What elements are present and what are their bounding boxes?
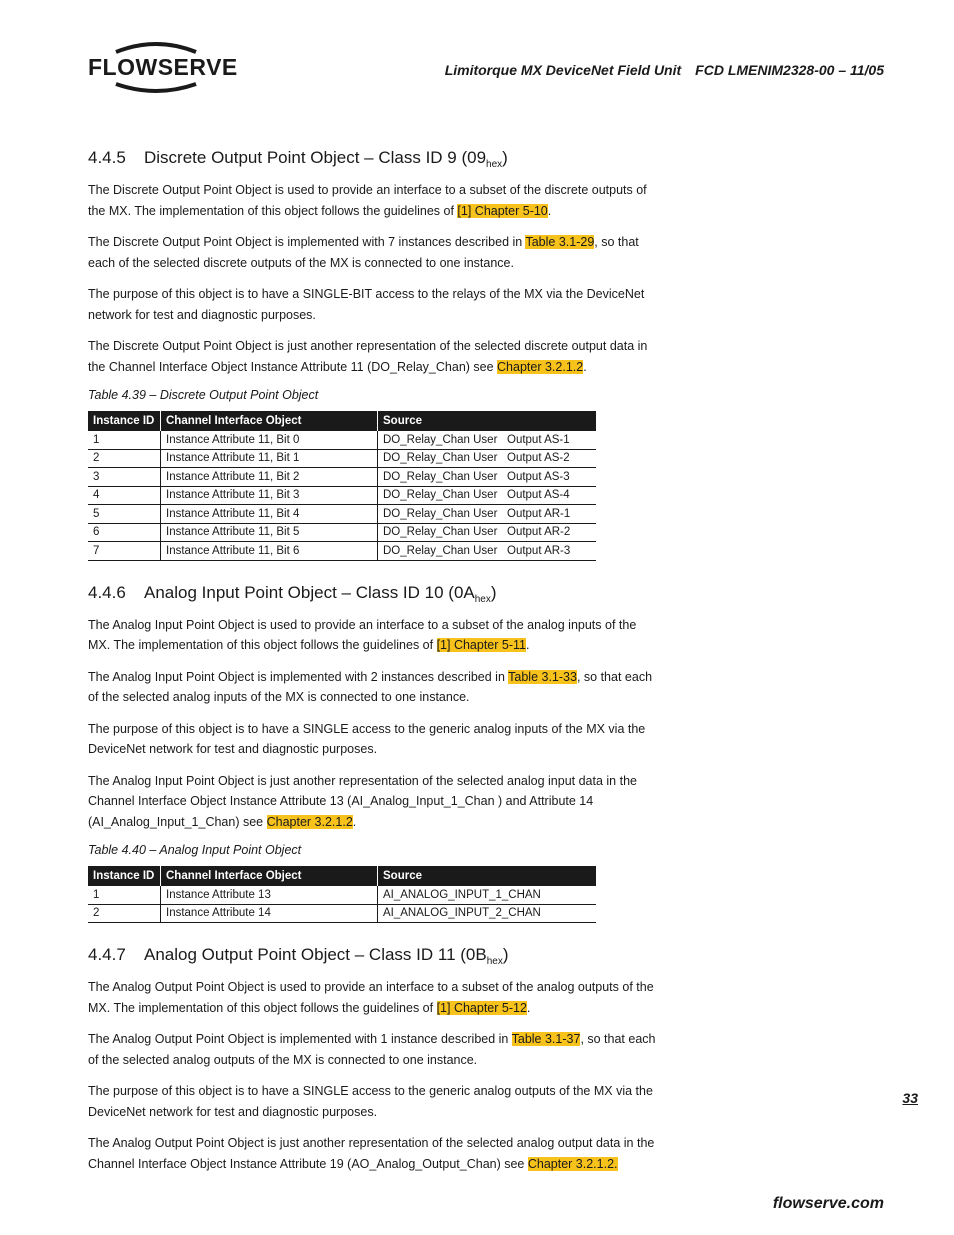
table-header-row (88, 411, 596, 431)
table-cell: DO_Relay_Chan User Output AR-3 (378, 542, 597, 561)
section-heading-4-4-6 (88, 583, 658, 605)
table-cell: DO_Relay_Chan User Output AR-2 (378, 523, 597, 542)
reference-link[interactable]: [1] Chapter 5-12 (436, 1000, 527, 1015)
paragraph-text: The Discrete Output Point Object is just another representation of the selected discrete output data in the Channel Interface Object Instance Attribute 11 (DO_Relay_Chan) see (88, 339, 648, 374)
paragraph (88, 336, 658, 377)
footer-url: flowserve.com (772, 1195, 884, 1212)
reference-link[interactable]: Table 3.1-33 (508, 669, 577, 684)
section-subscript: hex (486, 159, 503, 170)
paragraph-text: The Analog Output Point Object is implemented with 1 instance described in (88, 1032, 512, 1046)
table-row (88, 468, 596, 487)
paragraph-text: . (525, 638, 530, 652)
section-number: 4.4.5 (88, 148, 126, 167)
paragraph-text: The Discrete Output Point Object is implemented with 7 instances described in (88, 235, 526, 249)
paragraph: The purpose of this object is to have a SINGLE access to the generic analog inputs of the MX via the DeviceNet network for test and diagnostic purposes. (88, 721, 646, 756)
table-row (88, 886, 596, 904)
table-cell: Instance Attribute 14 (161, 904, 378, 923)
table-cell: 5 (88, 505, 161, 524)
table-caption: Table 4.40 – Analog Input Point Object (88, 843, 302, 857)
reference-link[interactable]: Table 3.1-29 (525, 235, 595, 249)
discrete-output-table (88, 411, 596, 561)
reference-link[interactable]: [1] Chapter 5-10 (457, 203, 548, 218)
table-header-row (88, 866, 596, 886)
table-cell: 4 (88, 486, 161, 505)
table-cell: AI_ANALOG_INPUT_1_CHAN (378, 886, 597, 904)
section-subscript: hex (474, 593, 491, 605)
section-title: Analog Output Point Object – Class ID 11 (0B (144, 945, 487, 964)
table-row (88, 449, 596, 468)
paragraph: The purpose of this object is to have a SINGLE access to the generic analog outputs of the MX via the DeviceNet network for test and diagnostic purposes. (88, 1084, 653, 1119)
paragraph (88, 615, 658, 656)
table-row (88, 505, 596, 524)
table-cell: DO_Relay_Chan User Output AS-4 (378, 486, 597, 505)
table-row (88, 431, 596, 449)
column-header: Instance ID (88, 866, 161, 886)
logo-text: FLOWSERVE (88, 54, 238, 80)
paragraph (88, 1133, 658, 1174)
paragraph-text: , so that each of the selected discrete outputs of the MX is connected to one instance. (88, 235, 639, 270)
column-header: Source (378, 411, 597, 431)
section-title-close: ) (502, 148, 508, 167)
table-cell: 7 (88, 542, 161, 561)
paragraph-text: The Discrete Output Point Object is used to provide an interface to a subset of the discrete outputs of the MX. The implementation of this object follows the guidelines of (88, 183, 647, 218)
column-header: Source (378, 866, 597, 886)
section-title-close: ) (490, 582, 497, 602)
paragraph-text: . (547, 203, 552, 218)
table-cell: DO_Relay_Chan User Output AS-1 (378, 431, 597, 449)
paragraph-text: . (583, 359, 587, 374)
table-cell: DO_Relay_Chan User Output AS-3 (378, 468, 597, 487)
paragraph-text: The Analog Output Point Object is used to provide an interface to a subset of the analog outputs of the MX. The implementation of this object follows the guidelines of (88, 980, 654, 1015)
paragraph-text: . (526, 1000, 531, 1015)
paragraph (88, 1029, 658, 1070)
document-header (445, 62, 884, 78)
table-cell: Instance Attribute 11, Bit 1 (161, 449, 378, 468)
table-cell: 2 (88, 449, 161, 468)
section-heading-4-4-5 (88, 148, 658, 170)
table-cell: Instance Attribute 11, Bit 6 (161, 542, 378, 561)
paragraph (88, 771, 658, 833)
reference-link[interactable]: [1] Chapter 5-11 (436, 638, 526, 652)
section-title: Analog Input Point Object – Class ID 10 (0A (144, 582, 475, 602)
paragraph-text: , so that each of the selected analog inputs of the MX is connected to one instance. (88, 669, 653, 704)
table-cell: 1 (88, 886, 161, 904)
table-cell: Instance Attribute 11, Bit 5 (161, 523, 378, 542)
page-number: 33 (902, 1090, 918, 1106)
paragraph-text: The Analog Input Point Object is used to provide an interface to a subset of the analog inputs of the MX. The implementation of this object follows the guidelines of (88, 617, 637, 652)
paragraph (88, 180, 658, 221)
column-header: Channel Interface Object (161, 411, 378, 431)
document-code: FCD LMENIM2328-00 – 11/05 (695, 62, 884, 78)
paragraph (88, 232, 658, 273)
table-cell: 1 (88, 431, 161, 449)
table-cell: Instance Attribute 11, Bit 4 (161, 505, 378, 524)
table-cell: Instance Attribute 11, Bit 3 (161, 486, 378, 505)
paragraph-text: . (352, 814, 357, 829)
paragraph-text: The Analog Input Point Object is implemented with 2 instances described in (88, 669, 509, 684)
main-content (88, 148, 658, 1185)
table-cell: 6 (88, 523, 161, 542)
reference-link[interactable]: Chapter 3.2.1.2 (266, 814, 353, 829)
table-row (88, 523, 596, 542)
section-subscript: hex (486, 956, 503, 967)
reference-link[interactable]: Chapter 3.2.1.2. (527, 1156, 618, 1171)
paragraph-text: The Analog Output Point Object is just another representation of the selected analog output data in the Channel Interface Object Instance Attribute 19 (AO_Analog_Output_Chan) see (88, 1136, 655, 1171)
document-title: Limitorque MX DeviceNet Field Unit (444, 62, 682, 78)
paragraph (88, 667, 658, 708)
table-cell: AI_ANALOG_INPUT_2_CHAN (378, 904, 597, 923)
table-row (88, 486, 596, 505)
paragraph: The purpose of this object is to have a SINGLE-BIT access to the relays of the MX via the DeviceNet network for test and diagnostic purposes. (88, 287, 645, 322)
reference-link[interactable]: Table 3.1-37 (511, 1032, 581, 1046)
table-cell: 3 (88, 468, 161, 487)
table-cell: Instance Attribute 11, Bit 0 (161, 431, 378, 449)
analog-input-table (88, 866, 596, 923)
paragraph-text: The Analog Input Point Object is just another representation of the selected analog input data in the Channel Interface Object Instance Attribute 13 (AI_Analog_Input_1_Chan ) and Attribute 14 (AI_Analog_Input_1_Chan) see (88, 773, 637, 829)
section-number: 4.4.7 (88, 945, 126, 964)
table-cell: 2 (88, 904, 161, 923)
section-heading-4-4-7 (88, 945, 658, 967)
table-cell: Instance Attribute 11, Bit 2 (161, 468, 378, 487)
table-cell: DO_Relay_Chan User Output AR-1 (378, 505, 597, 524)
table-cell: DO_Relay_Chan User Output AS-2 (378, 449, 597, 468)
table-cell: Instance Attribute 13 (161, 886, 378, 904)
section-title-close: ) (502, 945, 509, 964)
table-row (88, 542, 596, 561)
section-number: 4.4.6 (88, 582, 126, 602)
section-title: Discrete Output Point Object – Class ID 9 (09 (144, 148, 487, 167)
table-row (88, 904, 596, 923)
paragraph (88, 977, 658, 1018)
table-caption: Table 4.39 – Discrete Output Point Object (88, 388, 319, 402)
paragraph-text: , so that each of the selected analog outputs of the MX is connected to one instance. (88, 1032, 656, 1067)
column-header: Channel Interface Object (161, 866, 378, 886)
reference-link[interactable]: Chapter 3.2.1.2 (497, 359, 584, 374)
flowserve-logo (86, 40, 238, 94)
column-header: Instance ID (88, 411, 161, 431)
